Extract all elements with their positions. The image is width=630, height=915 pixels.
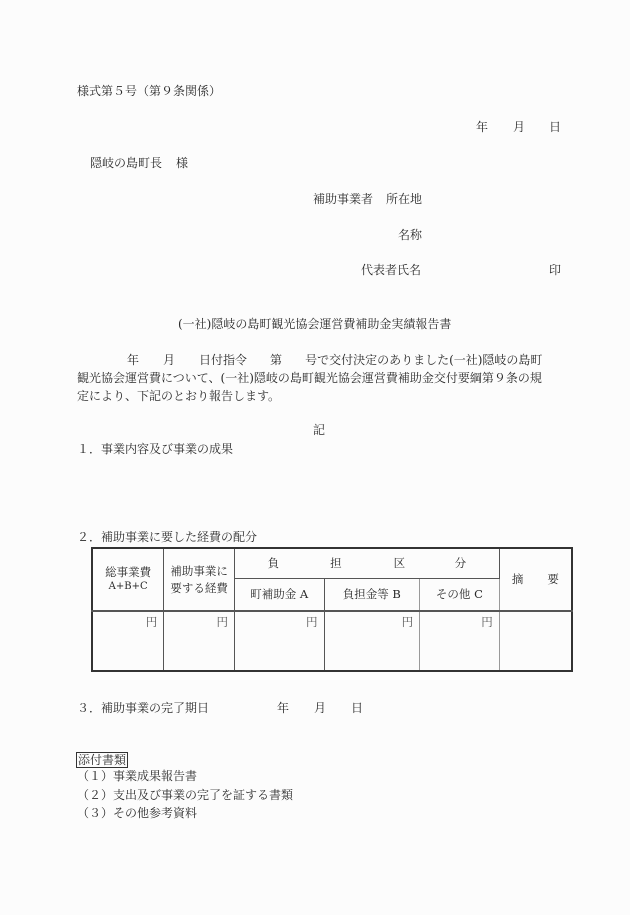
yen-unit: 円 (216, 615, 228, 629)
applicant-address-row (313, 193, 422, 205)
applicant-name-label: 名称 (398, 228, 423, 242)
section-2-heading: ２．補助事業に要した経費の配分 (77, 530, 258, 544)
cell-town-subsidy-a[interactable] (234, 611, 324, 671)
submission-date (476, 121, 561, 133)
header-burden-category (234, 548, 499, 579)
applicant-representative-label: 代表者氏名 (361, 263, 422, 277)
addressee (90, 157, 188, 169)
cell-subsidized-cost[interactable] (164, 611, 235, 671)
header-subsidized-line1: 補助事業に (170, 563, 228, 578)
completion-month-label: 月 (314, 701, 327, 715)
remarks-char-1: 摘 (511, 571, 524, 586)
cell-total-cost[interactable] (92, 611, 164, 671)
section-3-heading: ３．補助事業の完了期日 (77, 701, 210, 715)
body-year: 年 (127, 353, 140, 367)
body-dated: 日付指令 (199, 353, 248, 367)
date-day-label: 日 (549, 120, 562, 134)
ki-marker: 記 (313, 423, 326, 437)
yen-unit: 円 (401, 615, 414, 629)
document-title: (一社)隠岐の島町観光協会運営費補助金実績報告書 (178, 317, 452, 331)
addressee-honorific: 様 (176, 156, 189, 170)
burden-char-2: 担 (330, 555, 342, 570)
burden-char-3: 区 (393, 555, 406, 570)
header-contribution-b: 負担金等 B (324, 579, 420, 612)
table-row (92, 611, 572, 671)
seal-mark: 印 (549, 263, 562, 277)
date-year-label: 年 (476, 120, 489, 134)
attachment-item: （１）事業成果報告書 (77, 769, 198, 783)
header-remarks (499, 548, 572, 611)
body-line-1 (77, 351, 567, 369)
body-no: 第 (270, 353, 283, 367)
completion-day-label: 日 (351, 701, 364, 715)
body-line-3: 定により、下記のとおり報告します。 (77, 389, 281, 403)
header-subsidized-line2: 要する経費 (170, 580, 228, 595)
section-1-heading: １．事業内容及び事業の成果 (77, 442, 234, 456)
applicant-address-label: 所在地 (386, 192, 423, 206)
completion-year-label: 年 (277, 701, 290, 715)
body-line1-rest: 号で交付決定のありました(一社)隠岐の島町 (305, 353, 543, 367)
attachment-item: （３）その他参考資料 (77, 806, 198, 820)
attachment-item: （２）支出及び事業の完了を証する書類 (77, 788, 294, 802)
burden-char-4: 分 (454, 555, 467, 570)
form-number: 様式第５号（第９条関係） (77, 84, 222, 98)
yen-unit: 円 (306, 615, 318, 629)
header-other-c: その他 C (420, 579, 500, 612)
cell-contribution-b[interactable] (324, 611, 420, 671)
cell-other-c[interactable] (420, 611, 500, 671)
attachments-label: 添付書類 (78, 753, 127, 767)
applicant-role-label: 補助事業者 (313, 192, 374, 206)
section-3-completion-date (77, 702, 363, 714)
body-month: 月 (163, 353, 176, 367)
addressee-name: 隠岐の島町長 (90, 156, 163, 170)
header-subsidized-cost (164, 548, 235, 611)
burden-char-1: 負 (267, 555, 280, 570)
header-total-cost-label: 総事業費 (105, 565, 152, 580)
header-town-subsidy-a: 町補助金 A (234, 579, 324, 612)
cell-remarks[interactable] (499, 611, 572, 671)
header-total-cost-formula: A+B+C (108, 580, 148, 592)
header-total-cost (92, 548, 164, 611)
yen-unit: 円 (481, 615, 493, 629)
yen-unit: 円 (145, 615, 158, 629)
date-month-label: 月 (513, 120, 526, 134)
report-body-paragraph (77, 351, 567, 405)
cost-allocation-table (91, 547, 573, 672)
remarks-char-2: 要 (547, 571, 559, 586)
body-line-2: 観光協会運営費について、(一社)隠岐の島町観光協会運営費補助金交付要綱第９条の規 (77, 371, 542, 385)
